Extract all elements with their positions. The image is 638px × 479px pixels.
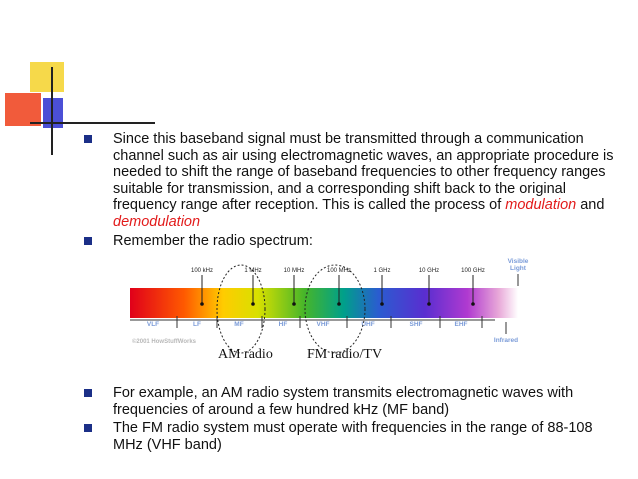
- bullet-item-fm-example: [76, 420, 626, 453]
- radio-spectrum-diagram: [120, 252, 540, 354]
- band-label-uhf: UHF: [361, 321, 375, 328]
- bullet-list-bottom: [76, 385, 626, 453]
- term-modulation: modulation: [505, 197, 577, 214]
- bullet-text: The FM radio system must operate with frequencies in the range of 88-108 MHz (VHF band): [113, 420, 593, 453]
- bullet-text-and: and: [576, 197, 605, 214]
- bullet-item-modulation: [76, 131, 626, 231]
- square-bullet-icon: [84, 135, 92, 143]
- band-label-vlf: VLF: [146, 321, 160, 328]
- square-bullet-icon: [84, 424, 92, 432]
- band-label-shf: SHF: [409, 321, 423, 328]
- freq-label: 100 MHz: [326, 268, 352, 274]
- decor-vertical-line: [51, 67, 53, 155]
- freq-label: 1 GHz: [373, 268, 391, 274]
- infrared-label: Infrared: [493, 337, 519, 344]
- square-bullet-icon: [84, 389, 92, 397]
- bullet-text: Remember the radio spectrum:: [113, 232, 313, 249]
- freq-label: 10 GHz: [418, 268, 440, 274]
- band-label-lf: LF: [193, 321, 201, 328]
- bullet-text: For example, an AM radio system transmits electromagnetic waves with frequencies of around a few hundred kHz (MF band): [113, 385, 574, 418]
- decor-horizontal-line: [30, 122, 155, 124]
- band-label-ehf: EHF: [454, 321, 468, 328]
- am-radio-caption: AM radio: [218, 347, 273, 362]
- decor-yellow-square: [30, 62, 64, 92]
- bullet-item-am-example: [76, 385, 626, 418]
- square-bullet-icon: [84, 237, 92, 245]
- visible-light-label: Light: [510, 265, 526, 272]
- band-label-mf: MF: [234, 321, 244, 328]
- copyright-text: ©2001 HowStuffWorks: [132, 339, 196, 345]
- freq-label: 100 GHz: [461, 268, 485, 274]
- freq-label: 1 MHz: [244, 268, 262, 274]
- fm-radio-caption: FM radio/TV: [307, 347, 383, 362]
- band-label-vhf: VHF: [316, 321, 330, 328]
- freq-label: 100 kHz: [190, 268, 214, 274]
- bullet-list-top: [76, 131, 626, 249]
- visible-light-label: Visible: [507, 258, 529, 265]
- freq-label: 10 MHz: [283, 268, 305, 274]
- term-demodulation: demodulation: [113, 213, 201, 230]
- bullet-text: Since this baseband signal must be transmitted through a communication channel such as air using electromagnetic waves, an appropriate procedure is needed to shift the range of baseband frequencies to other frequency ranges suitable for transmission, and a corresponding shift back to the original frequency range after reception. This is called the process of: [113, 131, 614, 214]
- bullet-item-spectrum: [76, 233, 626, 250]
- band-label-hf: HF: [278, 321, 288, 328]
- spectrum-bar: [130, 288, 518, 318]
